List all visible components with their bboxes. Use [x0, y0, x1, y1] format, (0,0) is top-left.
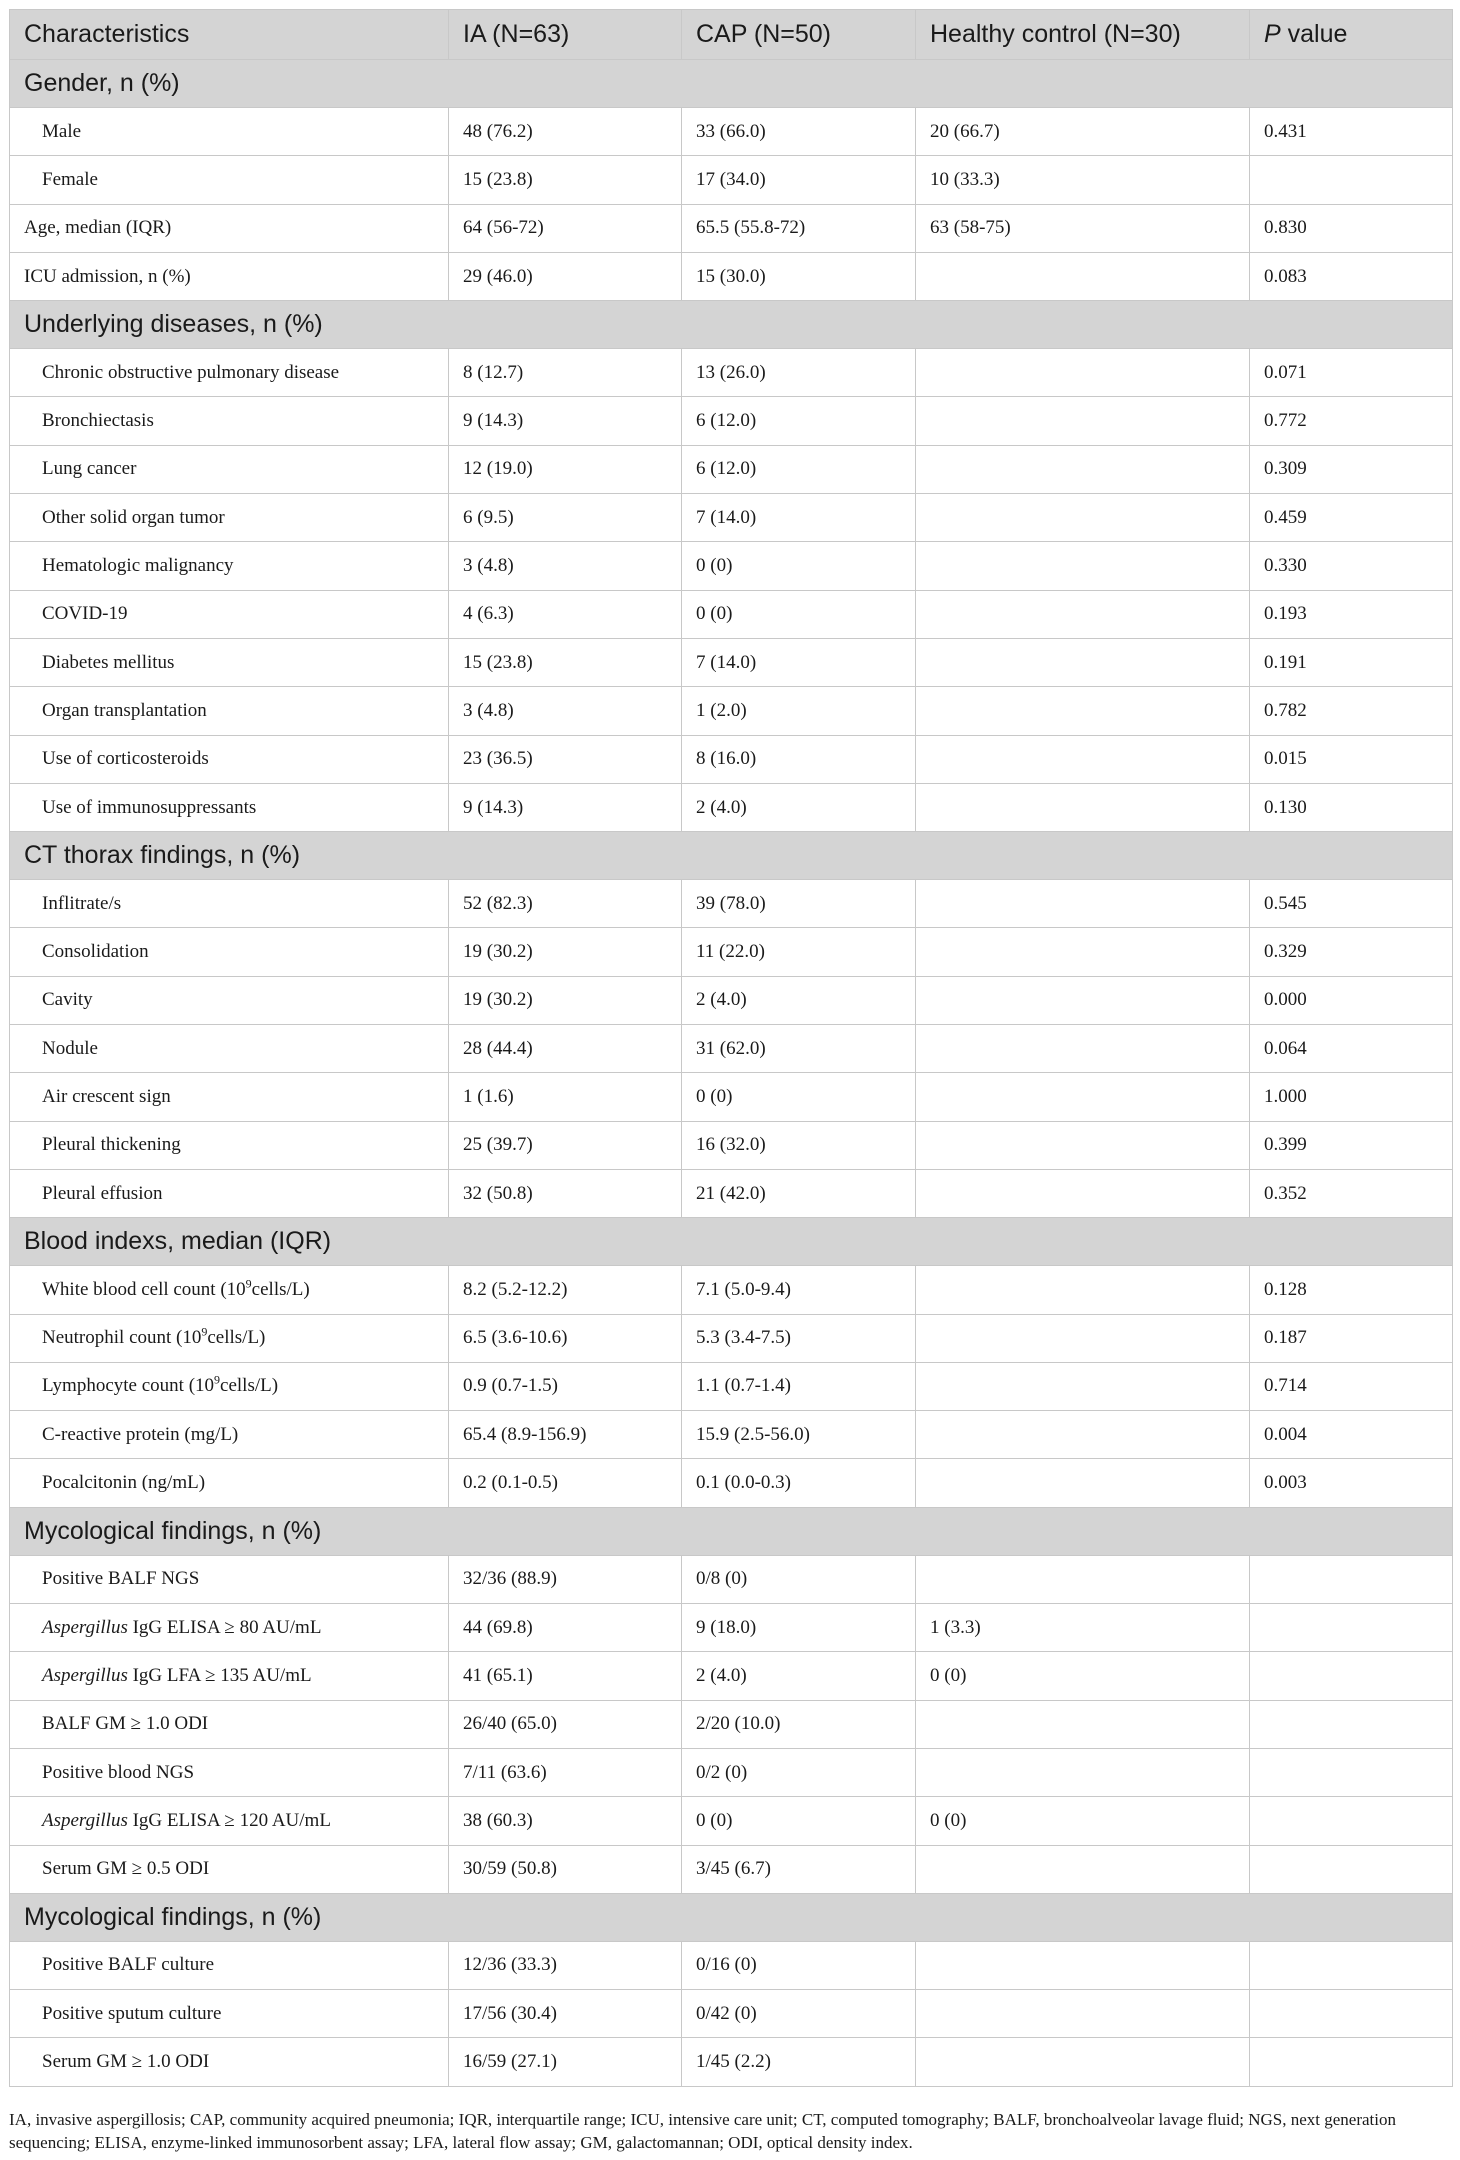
value-p: 0.830 [1250, 204, 1453, 252]
table-row [10, 1845, 1453, 1893]
row-label [10, 1845, 449, 1893]
row-label [10, 638, 449, 686]
value-ia: 15 (23.8) [449, 156, 682, 204]
value-p: 0.015 [1250, 735, 1453, 783]
row-label [10, 445, 449, 493]
row-label [10, 204, 449, 252]
value-healthy-control [916, 445, 1250, 493]
row-label-text: White blood cell count (10 [42, 1278, 246, 1300]
value-healthy-control: 0 (0) [916, 1652, 1250, 1700]
value-cap: 6 (12.0) [682, 397, 916, 445]
value-p: 0.309 [1250, 445, 1453, 493]
section-header-row [10, 60, 1453, 108]
value-cap: 0 (0) [682, 590, 916, 638]
table-row [10, 1025, 1453, 1073]
value-p [1250, 1604, 1453, 1652]
section-title: Gender, n (%) [10, 60, 1453, 108]
value-ia: 9 (14.3) [449, 397, 682, 445]
value-p: 0.128 [1250, 1266, 1453, 1314]
table-header-row [10, 10, 1453, 60]
value-healthy-control [916, 1121, 1250, 1169]
value-healthy-control [916, 687, 1250, 735]
value-cap: 8 (16.0) [682, 735, 916, 783]
value-healthy-control [916, 494, 1250, 542]
value-p: 0.004 [1250, 1411, 1453, 1459]
value-ia: 26/40 (65.0) [449, 1700, 682, 1748]
row-label-text: Positive BALF culture [42, 1954, 215, 1976]
value-ia: 25 (39.7) [449, 1121, 682, 1169]
row-label [10, 1314, 449, 1362]
value-ia: 41 (65.1) [449, 1652, 682, 1700]
value-ia: 12/36 (33.3) [449, 1941, 682, 1989]
table-row [10, 687, 1453, 735]
row-label-text: Use of corticosteroids [42, 748, 209, 770]
value-ia: 64 (56-72) [449, 204, 682, 252]
row-label [10, 590, 449, 638]
value-healthy-control [916, 1990, 1250, 2038]
row-label-text: Lymphocyte count (10 [42, 1375, 215, 1397]
row-label-text: ICU admission, n (%) [24, 265, 191, 287]
row-label-sup: 9 [201, 1324, 208, 1339]
row-label [10, 1411, 449, 1459]
value-ia: 16/59 (27.1) [449, 2038, 682, 2086]
value-cap: 1 (2.0) [682, 687, 916, 735]
row-label [10, 1459, 449, 1507]
row-label [10, 1700, 449, 1748]
table-row [10, 1169, 1453, 1217]
value-cap: 0/8 (0) [682, 1555, 916, 1603]
value-healthy-control [916, 2038, 1250, 2086]
value-p: 0.782 [1250, 687, 1453, 735]
row-label [10, 1025, 449, 1073]
value-cap: 2 (4.0) [682, 783, 916, 831]
value-cap: 15.9 (2.5-56.0) [682, 1411, 916, 1459]
row-label [10, 349, 449, 397]
value-ia: 0.9 (0.7-1.5) [449, 1362, 682, 1410]
row-label [10, 542, 449, 590]
row-label-text: Use of immunosuppressants [42, 796, 257, 818]
table-row [10, 1652, 1453, 1700]
value-cap: 2 (4.0) [682, 1652, 916, 1700]
value-ia: 3 (4.8) [449, 687, 682, 735]
row-label-text: Pleural thickening [42, 1134, 181, 1156]
row-label-text: IgG ELISA ≥ 120 AU/mL [127, 1809, 331, 1831]
table-row [10, 783, 1453, 831]
value-cap: 0/2 (0) [682, 1748, 916, 1796]
value-p [1250, 1700, 1453, 1748]
value-healthy-control [916, 735, 1250, 783]
value-healthy-control: 63 (58-75) [916, 204, 1250, 252]
value-p: 0.191 [1250, 638, 1453, 686]
characteristics-table [9, 9, 1453, 2087]
value-p: 0.130 [1250, 783, 1453, 831]
row-label-text: Neutrophil count (10 [42, 1327, 202, 1349]
row-label-post: cells/L) [220, 1375, 279, 1397]
value-ia: 7/11 (63.6) [449, 1748, 682, 1796]
value-p: 0.545 [1250, 880, 1453, 928]
row-label [10, 108, 449, 156]
table-row [10, 2038, 1453, 2086]
header-p-italic: P [1264, 20, 1281, 48]
table-row [10, 1748, 1453, 1796]
section-header-row [10, 1218, 1453, 1266]
value-ia: 9 (14.3) [449, 783, 682, 831]
value-p: 0.459 [1250, 494, 1453, 542]
value-ia: 8 (12.7) [449, 349, 682, 397]
value-healthy-control [916, 1845, 1250, 1893]
value-cap: 2/20 (10.0) [682, 1700, 916, 1748]
value-healthy-control [916, 1025, 1250, 1073]
value-cap: 21 (42.0) [682, 1169, 916, 1217]
value-healthy-control: 1 (3.3) [916, 1604, 1250, 1652]
row-label [10, 156, 449, 204]
row-label-text: C-reactive protein (mg/L) [42, 1423, 239, 1445]
value-healthy-control: 10 (33.3) [916, 156, 1250, 204]
table-row [10, 1990, 1453, 2038]
row-label [10, 1941, 449, 1989]
table-row [10, 1941, 1453, 1989]
row-label [10, 783, 449, 831]
row-label [10, 1604, 449, 1652]
row-label-text: Cavity [42, 989, 93, 1011]
value-cap: 7.1 (5.0-9.4) [682, 1266, 916, 1314]
table-row [10, 1555, 1453, 1603]
table-row [10, 397, 1453, 445]
value-healthy-control [916, 1555, 1250, 1603]
value-p: 0.772 [1250, 397, 1453, 445]
table-row [10, 1411, 1453, 1459]
table-row [10, 1797, 1453, 1845]
row-label [10, 252, 449, 300]
value-p: 0.330 [1250, 542, 1453, 590]
row-label-text: Positive blood NGS [42, 1761, 195, 1783]
value-cap: 65.5 (55.8-72) [682, 204, 916, 252]
section-title: Mycological findings, n (%) [10, 1507, 1453, 1555]
row-label [10, 976, 449, 1024]
value-healthy-control [916, 1266, 1250, 1314]
table-row [10, 156, 1453, 204]
value-ia: 52 (82.3) [449, 880, 682, 928]
value-ia: 65.4 (8.9-156.9) [449, 1411, 682, 1459]
row-label [10, 397, 449, 445]
table-row [10, 349, 1453, 397]
row-label-text: Pocalcitonin (ng/mL) [42, 1472, 206, 1494]
value-cap: 0.1 (0.0-0.3) [682, 1459, 916, 1507]
row-label [10, 494, 449, 542]
value-cap: 0/16 (0) [682, 1941, 916, 1989]
row-label-text: Pleural effusion [42, 1182, 163, 1204]
value-healthy-control [916, 1748, 1250, 1796]
value-healthy-control [916, 880, 1250, 928]
row-label-text: Consolidation [42, 941, 149, 963]
table-row [10, 445, 1453, 493]
table-row [10, 1604, 1453, 1652]
row-label [10, 1652, 449, 1700]
value-p: 0.431 [1250, 108, 1453, 156]
value-healthy-control [916, 1459, 1250, 1507]
value-ia: 19 (30.2) [449, 928, 682, 976]
table-row [10, 1266, 1453, 1314]
row-label [10, 1073, 449, 1121]
table-row [10, 1314, 1453, 1362]
value-p: 1.000 [1250, 1073, 1453, 1121]
row-label-text: Diabetes mellitus [42, 651, 175, 673]
value-healthy-control [916, 1411, 1250, 1459]
value-cap: 7 (14.0) [682, 494, 916, 542]
value-healthy-control [916, 1073, 1250, 1121]
value-p: 0.399 [1250, 1121, 1453, 1169]
value-ia: 15 (23.8) [449, 638, 682, 686]
header-cap: CAP (N=50) [682, 10, 916, 60]
section-title: Underlying diseases, n (%) [10, 301, 1453, 349]
value-healthy-control [916, 542, 1250, 590]
row-label-text: Positive sputum culture [42, 2002, 222, 2024]
table-row [10, 928, 1453, 976]
value-healthy-control [916, 1169, 1250, 1217]
value-ia: 6 (9.5) [449, 494, 682, 542]
value-cap: 1.1 (0.7-1.4) [682, 1362, 916, 1410]
value-cap: 3/45 (6.7) [682, 1845, 916, 1893]
row-label-text: Male [42, 120, 82, 142]
value-cap: 7 (14.0) [682, 638, 916, 686]
row-label [10, 687, 449, 735]
value-p [1250, 2038, 1453, 2086]
section-title: Blood indexs, median (IQR) [10, 1218, 1453, 1266]
value-cap: 13 (26.0) [682, 349, 916, 397]
row-label-text: Inflitrate/s [42, 892, 122, 914]
section-header-row [10, 832, 1453, 880]
value-p: 0.193 [1250, 590, 1453, 638]
table-row [10, 976, 1453, 1024]
row-label-sup: 9 [245, 1276, 252, 1291]
row-label-text: Age, median (IQR) [24, 217, 172, 239]
value-healthy-control [916, 783, 1250, 831]
row-label-text: Organ transplantation [42, 699, 207, 721]
value-ia: 38 (60.3) [449, 1797, 682, 1845]
value-ia: 32/36 (88.9) [449, 1555, 682, 1603]
section-title: Mycological findings, n (%) [10, 1893, 1453, 1941]
row-label [10, 1266, 449, 1314]
row-label-text: Chronic obstructive pulmonary disease [42, 361, 340, 383]
value-ia: 4 (6.3) [449, 590, 682, 638]
value-healthy-control [916, 1700, 1250, 1748]
value-p: 0.064 [1250, 1025, 1453, 1073]
value-cap: 0/42 (0) [682, 1990, 916, 2038]
value-p: 0.352 [1250, 1169, 1453, 1217]
section-header-row [10, 301, 1453, 349]
value-ia: 23 (36.5) [449, 735, 682, 783]
table-row [10, 252, 1453, 300]
table-row [10, 542, 1453, 590]
value-p [1250, 1941, 1453, 1989]
value-ia: 19 (30.2) [449, 976, 682, 1024]
value-p [1250, 1652, 1453, 1700]
value-p: 0.083 [1250, 252, 1453, 300]
value-ia: 12 (19.0) [449, 445, 682, 493]
table-row [10, 1459, 1453, 1507]
row-label-post: cells/L) [207, 1327, 266, 1349]
row-label-text: Nodule [42, 1037, 98, 1059]
value-healthy-control: 20 (66.7) [916, 108, 1250, 156]
row-label-text: Other solid organ tumor [42, 506, 225, 528]
row-label-text: Serum GM ≥ 0.5 ODI [42, 1858, 210, 1880]
row-label [10, 1990, 449, 2038]
value-healthy-control [916, 252, 1250, 300]
table-row [10, 1362, 1453, 1410]
table-footnote: IA, invasive aspergillosis; CAP, community acquired pneumonia; IQR, interquartile range; ICU, intensive care unit; CT, computed tomography; BALF, bronchoalveolar lavage fluid; NGS, next generation sequencing; ELISA, enzyme-linked immunosorbent assay; LFA, lateral flow assay; GM, galactomannan; ODI, optical density index. [9, 2110, 1396, 2152]
row-label [10, 735, 449, 783]
value-ia: 30/59 (50.8) [449, 1845, 682, 1893]
value-p [1250, 1797, 1453, 1845]
value-healthy-control [916, 928, 1250, 976]
row-label-text: COVID-19 [42, 603, 128, 625]
value-healthy-control [916, 976, 1250, 1024]
row-label-text: Lung cancer [42, 458, 137, 480]
value-healthy-control [916, 1314, 1250, 1362]
value-healthy-control [916, 590, 1250, 638]
value-p: 0.187 [1250, 1314, 1453, 1362]
row-label [10, 1121, 449, 1169]
value-p: 0.329 [1250, 928, 1453, 976]
row-label [10, 928, 449, 976]
table-row [10, 494, 1453, 542]
row-label [10, 2038, 449, 2086]
value-cap: 0 (0) [682, 1073, 916, 1121]
row-label [10, 880, 449, 928]
row-label-text: BALF GM ≥ 1.0 ODI [42, 1713, 209, 1735]
value-cap: 9 (18.0) [682, 1604, 916, 1652]
section-title: CT thorax findings, n (%) [10, 832, 1453, 880]
value-cap: 33 (66.0) [682, 108, 916, 156]
value-ia: 3 (4.8) [449, 542, 682, 590]
table-row [10, 1121, 1453, 1169]
header-characteristics: Characteristics [10, 10, 449, 60]
row-label [10, 1169, 449, 1217]
value-p: 0.000 [1250, 976, 1453, 1024]
value-healthy-control [916, 638, 1250, 686]
table-row [10, 880, 1453, 928]
row-label [10, 1797, 449, 1845]
value-p [1250, 1845, 1453, 1893]
table-body [10, 60, 1453, 2087]
value-healthy-control [916, 349, 1250, 397]
row-label-text: Bronchiectasis [42, 410, 154, 432]
value-p [1250, 156, 1453, 204]
value-p [1250, 1555, 1453, 1603]
value-p [1250, 1748, 1453, 1796]
row-label-italic: Aspergillus [42, 1616, 128, 1638]
row-label-text: Female [42, 168, 98, 190]
section-header-row [10, 1507, 1453, 1555]
header-p-value [1250, 10, 1453, 60]
value-p [1250, 1990, 1453, 2038]
section-header-row [10, 1893, 1453, 1941]
value-cap: 0 (0) [682, 542, 916, 590]
value-ia: 29 (46.0) [449, 252, 682, 300]
value-cap: 16 (32.0) [682, 1121, 916, 1169]
row-label [10, 1555, 449, 1603]
row-label-text: Serum GM ≥ 1.0 ODI [42, 2051, 210, 2073]
value-healthy-control [916, 397, 1250, 445]
value-ia: 6.5 (3.6-10.6) [449, 1314, 682, 1362]
value-p: 0.714 [1250, 1362, 1453, 1410]
value-cap: 11 (22.0) [682, 928, 916, 976]
table-row [10, 590, 1453, 638]
row-label-italic: Aspergillus [42, 1664, 128, 1686]
row-label [10, 1748, 449, 1796]
value-healthy-control [916, 1362, 1250, 1410]
value-ia: 0.2 (0.1-0.5) [449, 1459, 682, 1507]
row-label-text: Hematologic malignancy [42, 555, 234, 577]
value-ia: 28 (44.4) [449, 1025, 682, 1073]
value-ia: 32 (50.8) [449, 1169, 682, 1217]
value-ia: 8.2 (5.2-12.2) [449, 1266, 682, 1314]
row-label-text: IgG LFA ≥ 135 AU/mL [127, 1664, 312, 1686]
table-row [10, 735, 1453, 783]
value-p: 0.003 [1250, 1459, 1453, 1507]
value-healthy-control [916, 1941, 1250, 1989]
header-healthy-control: Healthy control (N=30) [916, 10, 1250, 60]
value-cap: 6 (12.0) [682, 445, 916, 493]
row-label-text: IgG ELISA ≥ 80 AU/mL [127, 1616, 322, 1638]
row-label-text: Air crescent sign [42, 1085, 171, 1107]
table-row [10, 108, 1453, 156]
value-cap: 31 (62.0) [682, 1025, 916, 1073]
row-label-italic: Aspergillus [42, 1809, 128, 1831]
header-p-text: value [1287, 20, 1348, 48]
row-label [10, 1362, 449, 1410]
value-ia: 17/56 (30.4) [449, 1990, 682, 2038]
table-row [10, 638, 1453, 686]
value-ia: 44 (69.8) [449, 1604, 682, 1652]
value-cap: 5.3 (3.4-7.5) [682, 1314, 916, 1362]
value-cap: 0 (0) [682, 1797, 916, 1845]
value-cap: 1/45 (2.2) [682, 2038, 916, 2086]
value-healthy-control: 0 (0) [916, 1797, 1250, 1845]
value-ia: 1 (1.6) [449, 1073, 682, 1121]
value-cap: 2 (4.0) [682, 976, 916, 1024]
header-ia: IA (N=63) [449, 10, 682, 60]
table-row [10, 1073, 1453, 1121]
row-label-text: Positive BALF NGS [42, 1568, 200, 1590]
value-ia: 48 (76.2) [449, 108, 682, 156]
value-cap: 39 (78.0) [682, 880, 916, 928]
table-row [10, 204, 1453, 252]
value-p: 0.071 [1250, 349, 1453, 397]
value-cap: 17 (34.0) [682, 156, 916, 204]
row-label-sup: 9 [214, 1373, 221, 1388]
row-label-post: cells/L) [251, 1278, 310, 1300]
value-cap: 15 (30.0) [682, 252, 916, 300]
table-row [10, 1700, 1453, 1748]
